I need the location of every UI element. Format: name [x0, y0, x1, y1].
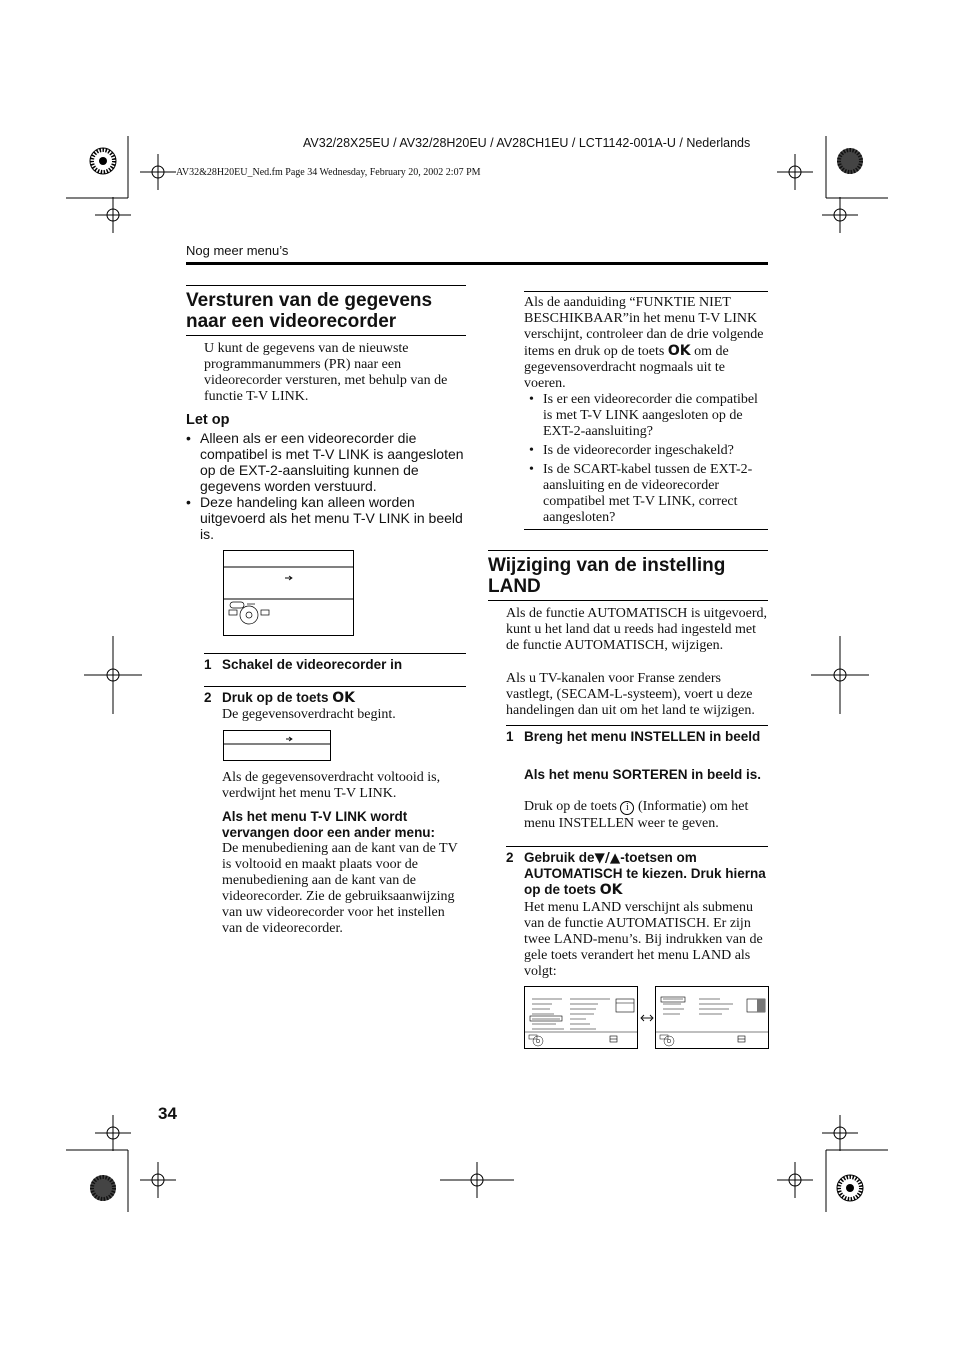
- right-section-title: Wijziging van de instelling LAND: [488, 555, 726, 597]
- land-menu-illustrations: [524, 986, 769, 1050]
- right-step2-title-a: Gebruik de: [524, 850, 595, 865]
- land-menu-screen-1: [524, 987, 638, 1049]
- step2-rule: [204, 686, 466, 687]
- right-step2-title: [524, 850, 768, 898]
- check-item: • Is de videorecorder ingeschakeld?: [529, 443, 767, 459]
- tv-link-screen-illustration: [223, 550, 354, 637]
- sunburst-mark-bl: [90, 1175, 116, 1201]
- transfer-screen-illustration: [223, 730, 331, 761]
- crosshair-bottom-right-2: [777, 1162, 813, 1198]
- right-step2-rule: [506, 846, 768, 847]
- replaced-menu-text: De menubediening aan de kant van de TV is voltooid en maakt plaats voor de menubediening aan de kant van de videorecorder. Zie de gebruiksaanwijzing van uw videorecorder voor het instellen van de videorecorder.: [222, 841, 458, 936]
- left-section-title: Versturen van de gegevens naar een videorecorder: [186, 290, 433, 332]
- sunburst-mark-br: [837, 1175, 863, 1201]
- step2-text: De gegevensoverdracht begint.: [222, 707, 396, 722]
- note-list: [186, 430, 466, 542]
- right-title-rule-bottom: [488, 600, 768, 601]
- step2-title-text: Druk op de toets: [222, 690, 329, 705]
- file-stamp: AV32&28H20EU_Ned.fm Page 34 Wednesday, February 20, 2002 2:07 PM: [176, 167, 481, 178]
- right-step1-rule: [506, 725, 768, 726]
- ok-key-icon: OK: [332, 690, 356, 706]
- crosshair-top-left-2: [95, 197, 131, 233]
- box-intro-text: Als de aanduiding “FUNKTIE NIET BESCHIKBAAR”in het menu T-V LINK verschijnt, controleer dan de drie volgende items en druk op de toets: [524, 295, 764, 359]
- sunburst-mark-tl: [90, 148, 116, 174]
- crosshair-bottom-left-1: [95, 1115, 131, 1151]
- note-item: • Deze handeling kan alleen worden uitgevoerd als het menu T-V LINK in beeld is.: [186, 494, 466, 542]
- right-step1-title: Breng het menu INSTELLEN in beeld: [524, 729, 761, 744]
- ok-key-icon: OK: [667, 343, 691, 359]
- step1-rule: [204, 653, 466, 654]
- page-number: 34: [158, 1104, 177, 1123]
- crosshair-bottom-mid: [440, 1162, 514, 1198]
- check-item: • Is er een videorecorder die compatibel is met T-V LINK aangesloten op de EXT-2-aansluiting?: [529, 392, 767, 440]
- sorteren-text-b: (Informatie) om het menu INSTELLEN weer te geven.: [524, 799, 749, 831]
- sorteren-heading: Als het menu SORTEREN in beeld is.: [524, 767, 762, 782]
- right-step2-number: 2: [506, 850, 514, 865]
- crosshair-mid-right: [811, 636, 869, 714]
- land-intro-2: Als u TV-kanalen voor Franse zenders vastlegt, (SECAM-L-systeem), voert u deze handelingen dan uit om het land te wijzigen.: [506, 671, 755, 718]
- box-rule-bottom: [524, 529, 768, 530]
- sorteren-text: [524, 798, 768, 832]
- box-check-list: [529, 392, 767, 526]
- right-step1-number: 1: [506, 729, 514, 744]
- step1-title: Schakel de videorecorder in: [222, 657, 403, 672]
- ok-key-icon: OK: [599, 882, 623, 898]
- left-right-arrow-icon: [641, 1015, 653, 1021]
- step2-title: [222, 690, 355, 706]
- sunburst-mark-tr: [837, 148, 863, 174]
- right-title-rule-top: [488, 550, 768, 551]
- crosshair-top-right-1: [777, 154, 813, 190]
- land-menu-screen-2: [655, 987, 769, 1049]
- replaced-menu-heading: Als het menu T-V LINK wordt vervangen door een ander menu:: [222, 809, 436, 840]
- section-header: Nog meer menu’s: [186, 243, 289, 258]
- model-line: AV32/28X25EU / AV32/28H20EU / AV28CH1EU / LCT1142-001A-U / Nederlands: [303, 136, 751, 150]
- crosshair-top-left-1: [140, 154, 176, 190]
- step1-number: 1: [204, 657, 212, 672]
- left-intro: U kunt de gegevens van de nieuwste programmanummers (PR) naar een videorecorder versturen, met behulp van de functie T-V LINK.: [204, 341, 448, 404]
- sorteren-text-a: Druk op de toets: [524, 799, 617, 814]
- note-item: • Alleen als er een videorecorder die compatibel is met T-V LINK is aangesloten op de EXT-2-aansluiting kunnen de gegevens worden verstuurd.: [186, 430, 466, 494]
- right-step2-title-b: -toetsen om AUTOMATISCH te kiezen. Druk hierna op de toets: [524, 850, 766, 897]
- box-rule-top: [524, 291, 768, 292]
- after-transfer-text: Als de gegevensoverdracht voltooid is, verdwijnt het menu T-V LINK.: [222, 770, 441, 801]
- check-item: • Is de SCART-kabel tussen de EXT-2-aansluiting en de videorecorder compatibel met T-V LINK, correct aangesloten?: [529, 462, 767, 526]
- left-title-rule-top: [186, 285, 466, 286]
- step2-number: 2: [204, 690, 212, 705]
- box-intro: [524, 295, 768, 392]
- header-rule: [186, 262, 768, 265]
- down-up-arrows-icon: ▼/▲: [594, 850, 621, 866]
- right-step2-text: Het menu LAND verschijnt als submenu van de functie AUTOMATISCH. Er zijn twee LAND-menu’s. Bij indrukken van de gele toets verandert het menu LAND als volgt:: [524, 900, 763, 979]
- crosshair-mid-left: [84, 636, 142, 714]
- note-heading: Let op: [186, 412, 230, 428]
- info-key-icon: i: [620, 801, 634, 815]
- crosshair-bottom-right-1: [822, 1115, 858, 1151]
- land-intro-1: Als de functie AUTOMATISCH is uitgevoerd, kunt u het land dat u reeds had ingesteld met de functie AUTOMATISCH, wijzigen.: [506, 606, 768, 653]
- crosshair-bottom-left-2: [140, 1162, 176, 1198]
- crosshair-top-right-2: [822, 197, 858, 233]
- box-intro-end: om de gegevensoverdracht nogmaals uit te voeren.: [524, 344, 729, 391]
- left-title-rule-bottom: [186, 335, 466, 336]
